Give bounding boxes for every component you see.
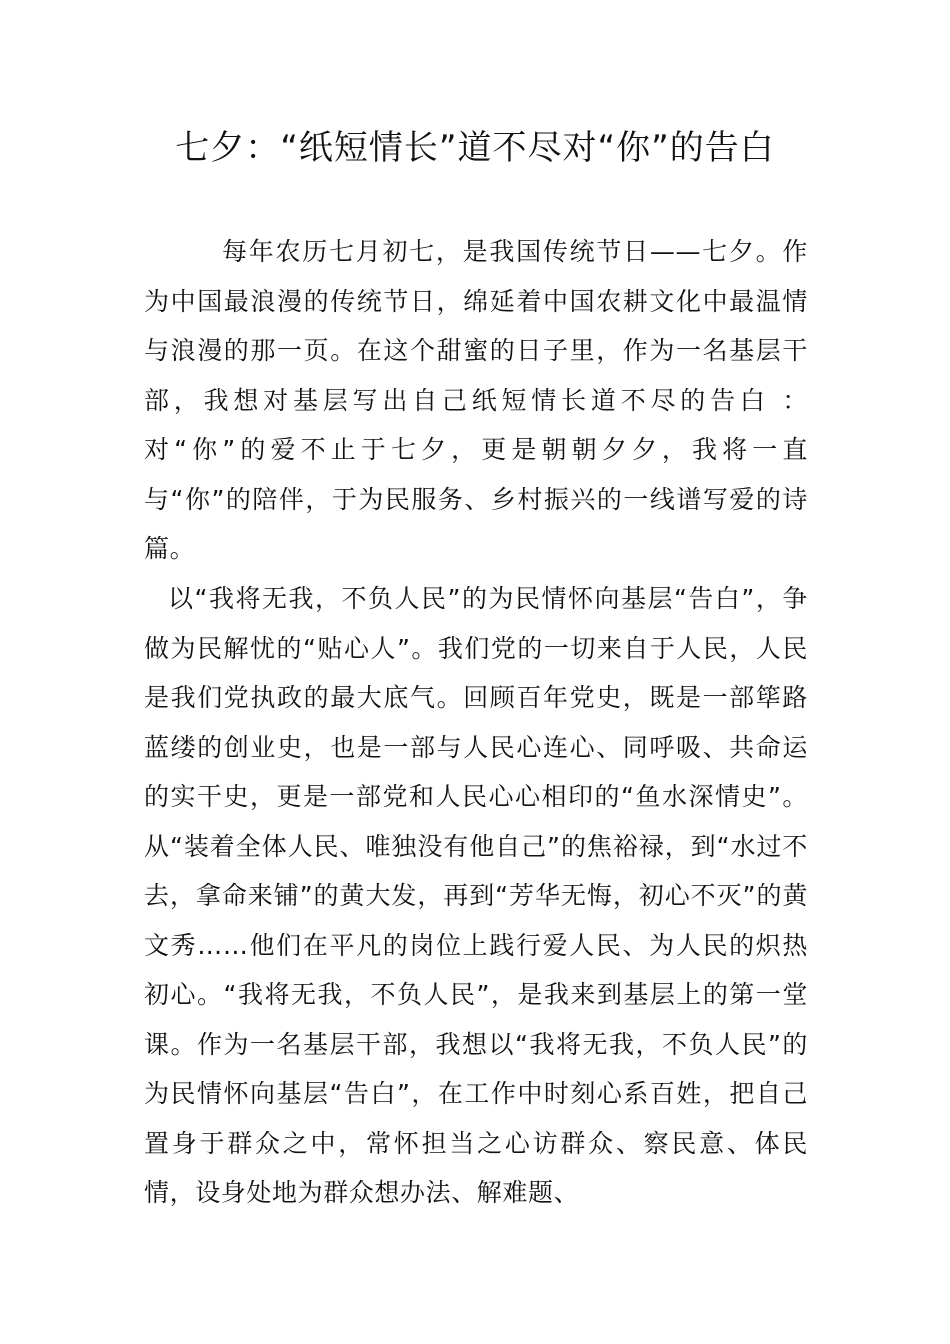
paragraph-intro: 每年农历七月初七，是我国传统节日——七夕。作为中国最浪漫的传统节日，绵延着中国农耕文化中最温情与浪漫的那一页。在这个甜蜜的日子里，作为一名基层干部，我想对基层写出自己纸短情长道不尽的告白 ：对“你”的爱不止于七夕，更是朝朝夕夕，我将一直与“你”的陪伴，于为民服务、乡村振兴的一线谱写爱的诗篇。 <box>144 237 808 563</box>
paragraph-body: 以“我将无我，不负人民”的为民情怀向基层“告白”，争做为民解忧的“贴心人”。我们党的一切来自于人民，人民是我们党执政的最大底气。回顾百年党史，既是一部筚路蓝缕的创业史，也是一部与人民心连心、同呼吸、共命运的实干史，更是一部党和人民心心相印的“鱼水深情史”。从“装着全体人民、唯独没有他自己”的焦裕禄，到“水过不去，拿命来铺”的黄大发，再到“芳华无悔，初心不灭”的黄文秀……他们在平凡的岗位上践行爱人民、为人民的炽热初心。“我将无我，不负人民”，是我来到基层上的第一堂课。作为一名基层干部，我想以“我将无我，不负人民”的为民情怀向基层“告白”，在工作中时刻心系百姓，把自己置身于群众之中，常怀担当之心访群众、察民意、体民情，设身处地为群众想办法、解难题、 <box>144 584 808 1207</box>
document-title: 七夕：“纸短情长”道不尽对“你”的告白 <box>175 128 775 168</box>
